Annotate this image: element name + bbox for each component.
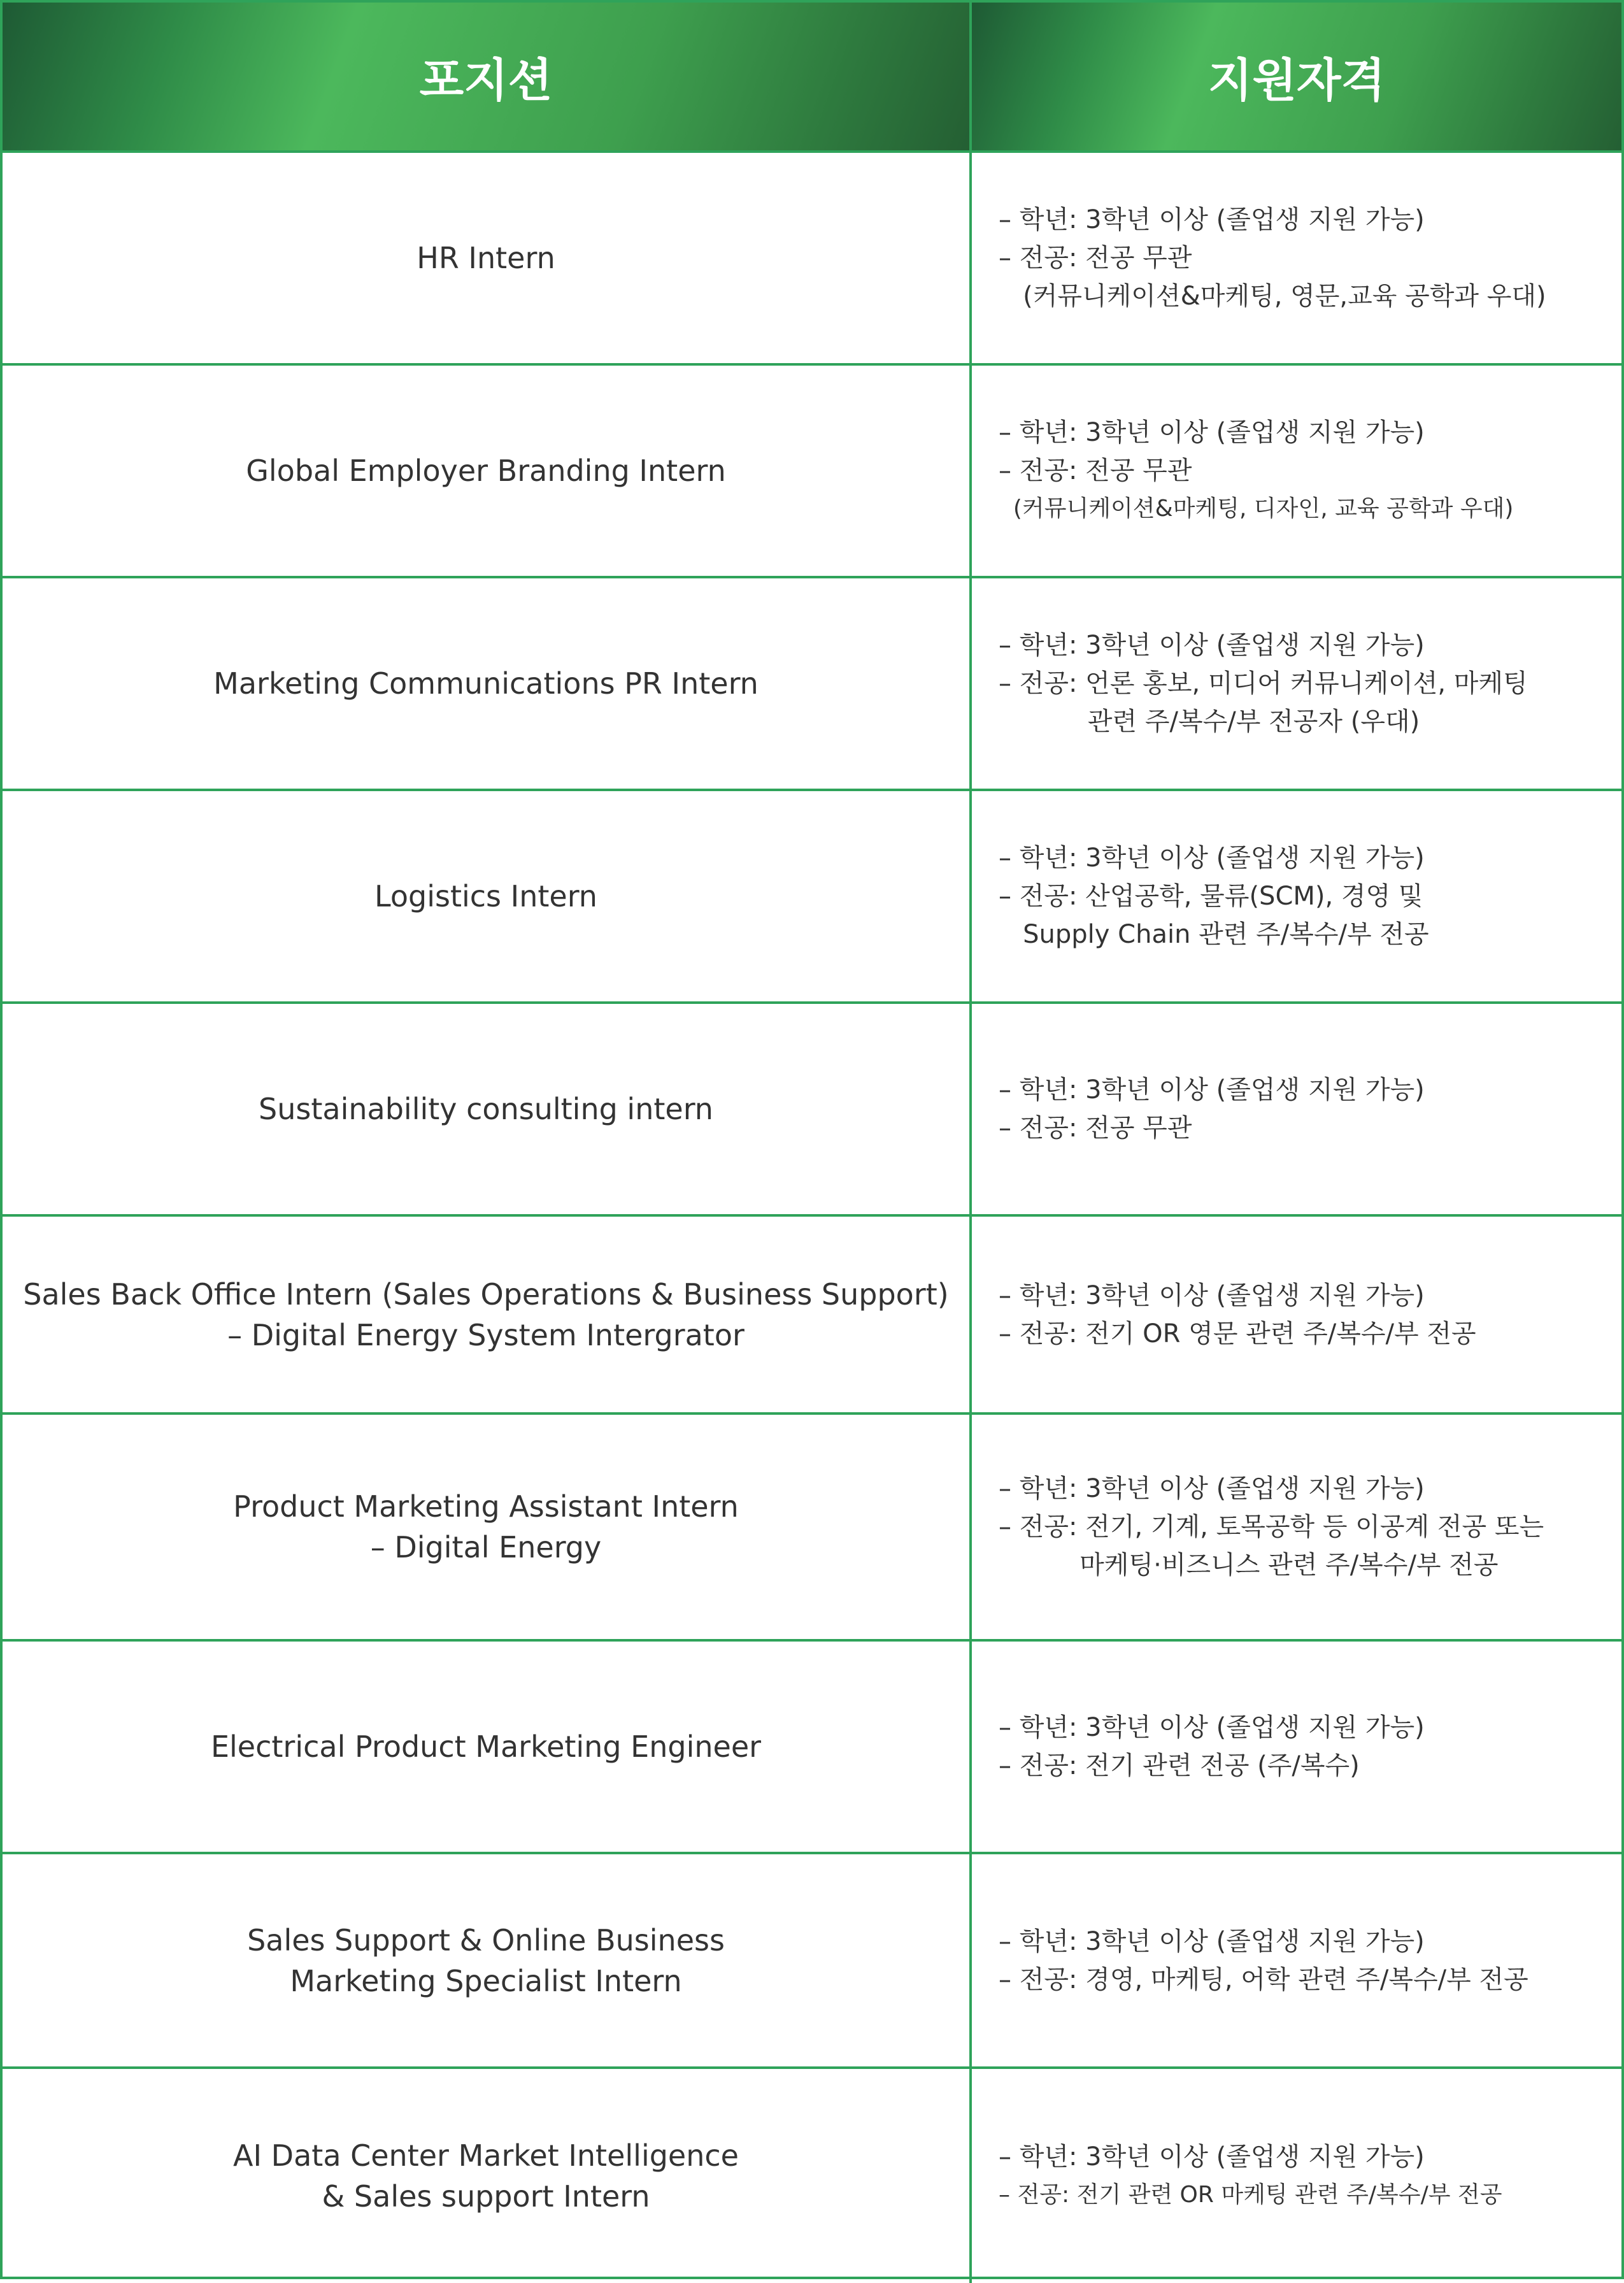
qualification-line: – 전공: 산업공학, 물류(SCM), 경영 및 (999, 882, 1423, 911)
position-line: Marketing Communications PR Intern (213, 666, 759, 701)
table-row (3, 1004, 1621, 1217)
table-row (3, 791, 1621, 1004)
qualification-cell (972, 1217, 1621, 1412)
position-cell (3, 1415, 972, 1639)
header-qualification: 지원자격 (972, 3, 1621, 150)
qualification-line: 관련 주/복수/부 전공자 (우대) (999, 707, 1420, 736)
table-row (3, 578, 1621, 791)
position-line: & Sales support Intern (322, 2179, 650, 2214)
qualification-line: – 학년: 3학년 이상 (졸업생 지원 가능) (999, 843, 1425, 873)
qualification-line: – 전공: 전기 관련 전공 (주/복수) (999, 1751, 1360, 1780)
qualification-cell (972, 1642, 1621, 1852)
qualification-cell (972, 578, 1621, 789)
position-cell (3, 153, 972, 363)
qualification-line: Supply Chain 관련 주/복수/부 전공 (999, 920, 1429, 949)
qualification-cell (972, 366, 1621, 576)
table-row (3, 1217, 1621, 1415)
position-line: AI Data Center Market Intelligence (233, 2138, 739, 2173)
position-cell (3, 1854, 972, 2066)
position-line: Global Employer Branding Intern (246, 454, 726, 488)
qualification-cell (972, 1004, 1621, 1214)
qualification-line: – 전공: 전공 무관 (999, 243, 1192, 273)
qualification-line: – 전공: 경영, 마케팅, 어학 관련 주/복수/부 전공 (999, 1965, 1528, 1994)
position-line: Product Marketing Assistant Intern (233, 1489, 739, 1524)
table-row (3, 2069, 1621, 2283)
qualification-line: (커뮤니케이션&마케팅, 영문,교육 공학과 우대) (999, 282, 1546, 311)
position-line: Logistics Intern (374, 879, 597, 913)
qualification-line: – 학년: 3학년 이상 (졸업생 지원 가능) (999, 1280, 1425, 1310)
qualification-line: – 전공: 전공 무관 (999, 456, 1192, 485)
table-body (3, 153, 1621, 2283)
table-row (3, 366, 1621, 578)
table-row (3, 1854, 1621, 2069)
qualification-line: – 학년: 3학년 이상 (졸업생 지원 가능) (999, 1474, 1425, 1503)
qualification-cell (972, 791, 1621, 1001)
position-cell (3, 366, 972, 576)
qualification-line: (커뮤니케이션&마케팅, 디자인, 교육 공학과 우대) (999, 496, 1514, 522)
table-row (3, 153, 1621, 366)
position-cell (3, 791, 972, 1001)
qualification-line: – 학년: 3학년 이상 (졸업생 지원 가능) (999, 418, 1425, 447)
position-line: HR Intern (417, 241, 555, 275)
position-cell (3, 1004, 972, 1214)
qualification-line: – 학년: 3학년 이상 (졸업생 지원 가능) (999, 1926, 1425, 1956)
qualification-cell (972, 1854, 1621, 2066)
qualification-cell (972, 1415, 1621, 1639)
qualification-line: – 학년: 3학년 이상 (졸업생 지원 가능) (999, 205, 1425, 234)
qualification-line: – 전공: 전기 관련 OR 마케팅 관련 주/복수/부 전공 (999, 2182, 1502, 2208)
position-line: Electrical Product Marketing Engineer (210, 1729, 762, 1764)
qualification-line: 마케팅·비즈니스 관련 주/복수/부 전공 (999, 1550, 1499, 1580)
qualification-line: – 전공: 언론 홍보, 미디어 커뮤니케이션, 마케팅 (999, 669, 1528, 698)
qualification-line: – 학년: 3학년 이상 (졸업생 지원 가능) (999, 1075, 1425, 1105)
position-cell (3, 578, 972, 789)
position-cell (3, 1642, 972, 1852)
position-line: Sales Support & Online Business (247, 1922, 725, 1957)
table-row (3, 1415, 1621, 1642)
qualification-cell (972, 2069, 1621, 2283)
position-line: Sustainability consulting intern (259, 1092, 713, 1126)
qualification-line: – 학년: 3학년 이상 (졸업생 지원 가능) (999, 1713, 1425, 1742)
position-line: – Digital Energy System Intergrator (227, 1317, 744, 1352)
position-line: Marketing Specialist Intern (290, 1963, 682, 1998)
qualification-line: – 학년: 3학년 이상 (졸업생 지원 가능) (999, 631, 1425, 660)
position-line: Sales Back Office Intern (Sales Operations & Business Support) (23, 1277, 949, 1312)
qualification-line: – 전공: 전공 무관 (999, 1113, 1192, 1143)
qualification-line: – 전공: 전기 OR 영문 관련 주/복수/부 전공 (999, 1319, 1476, 1349)
qualification-cell (972, 153, 1621, 363)
table-row (3, 1642, 1621, 1854)
position-cell (3, 2069, 972, 2283)
header-position: 포지션 (3, 3, 972, 150)
qualification-line: – 학년: 3학년 이상 (졸업생 지원 가능) (999, 2142, 1425, 2172)
qualification-line: – 전공: 전기, 기계, 토목공학 등 이공계 전공 또는 (999, 1512, 1544, 1542)
position-cell (3, 1217, 972, 1412)
table-header (3, 3, 1621, 153)
position-line: – Digital Energy (370, 1530, 602, 1564)
